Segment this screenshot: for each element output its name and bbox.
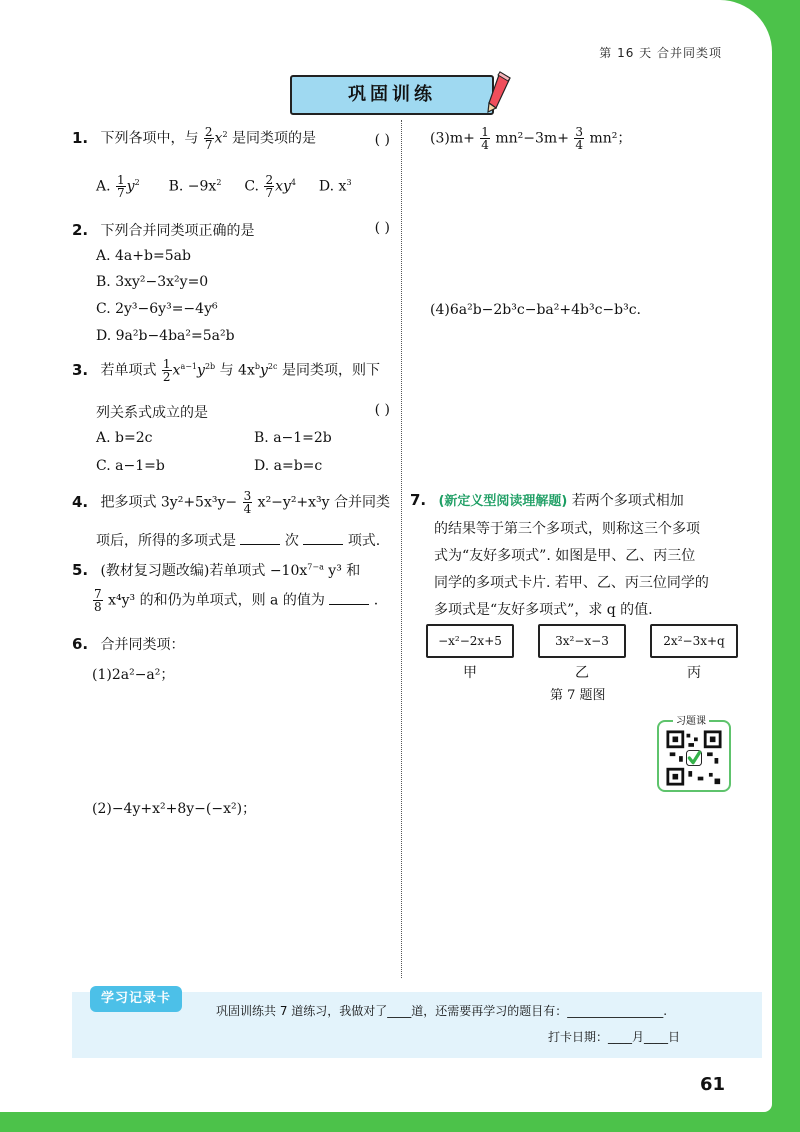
record-text: 巩固训练共 7 道练习，我做对了____道，还需要再学习的题目有：________________. — [216, 1004, 668, 1018]
option-d: D. 9a²b−4ba²=5a²b — [96, 328, 235, 344]
question-text: 列关系式成立的是 — [96, 405, 208, 421]
fraction: $\frac{1}{2}$ — [162, 357, 171, 384]
answer-paren: ( ) — [374, 402, 390, 418]
card-bing: 2x²−3x+q — [650, 624, 738, 658]
question-7 — [410, 490, 684, 510]
question-1-options: A. $\frac{1}{7}$ $y^2$ B. $-9x^2$ C. $\frac{2}{7}$ $xy^4$ D. $x^3$ — [96, 173, 352, 200]
question-3-line2 — [96, 402, 390, 422]
learning-record-card — [72, 992, 762, 1058]
question-text: 合并同类项： — [100, 637, 185, 653]
option-c: C. 2y³−6y³=−4y⁶ — [96, 301, 218, 317]
card-jia: −x²−2x+5 — [426, 624, 514, 658]
question-text: 把多项式 3y²+5x³y− — [100, 494, 238, 511]
fraction: $\frac{3}{4}$ — [243, 489, 252, 516]
answer-blank[interactable] — [240, 533, 280, 545]
figure-caption: 第 7 题图 — [550, 688, 606, 703]
question-text: x⁴y³ 的和仍为单项式，则 a 的值为 — [108, 592, 325, 609]
record-date: 打卡日期：____月____日 — [548, 1030, 681, 1044]
question-text: 与 4x — [219, 362, 255, 379]
question-text: 是同类项的是 — [232, 130, 316, 147]
question-text: 多项式是“友好多项式”，求 q 的值. — [434, 602, 653, 618]
question-tag: (新定义型阅读理解题) — [438, 494, 568, 509]
question-text: mn²； — [589, 130, 632, 147]
question-5: 5. (教材复习题改编)若单项式 $-10x^{7-a}$ y³ 和 — [72, 561, 361, 579]
qr-code-icon — [665, 730, 723, 786]
fraction: $\frac{1}{4}$ — [481, 125, 489, 152]
answer-blank[interactable] — [329, 593, 369, 605]
option-label: C. — [244, 178, 259, 195]
option-b: B. 3xy²−3x²y=0 — [96, 274, 209, 290]
option-label: B. — [168, 178, 184, 195]
question-number: 3. — [72, 360, 89, 379]
record-label: 学习记录卡 — [90, 986, 182, 1012]
right-column — [410, 0, 760, 1000]
option-a: A. b=2c — [96, 430, 153, 446]
option-value: x — [338, 178, 347, 195]
question-text: 下列各项中，与 — [100, 130, 199, 147]
question-4-line2 — [96, 530, 380, 550]
option-label: D. — [318, 178, 335, 195]
question-4 — [72, 490, 390, 515]
banner-title: 巩固训练 — [348, 84, 436, 105]
question-text: (教材复习题改编)若单项式 −10x — [100, 563, 308, 579]
question-text: 的结果等于第三个多项式，则称这三个多项 — [434, 521, 700, 537]
question-text: 同学的多项式卡片. 若甲、乙、丙三位同学的 — [434, 575, 709, 591]
answer-paren: ( ) — [374, 220, 390, 236]
card-yi: 3x²−x−3 — [538, 624, 626, 658]
column-divider — [401, 120, 402, 978]
qr-code[interactable] — [657, 716, 731, 792]
fraction: $\frac{1}{7}$ — [117, 173, 125, 200]
answer-blank[interactable] — [303, 533, 343, 545]
card-label-bing: 丙 — [687, 665, 701, 681]
question-number: 4. — [72, 492, 89, 511]
question-text: 是同类项，则下 — [281, 362, 380, 379]
option-b: B. a−1=2b — [254, 430, 332, 446]
question-5-line2 — [92, 588, 378, 613]
question-number: 5. — [72, 561, 89, 579]
option-c: C. a−1=b — [96, 458, 165, 474]
left-column — [72, 0, 392, 1000]
fraction: $\frac{7}{8}$ — [94, 587, 102, 614]
question-number: 2. — [72, 221, 89, 239]
question-number: 7. — [410, 491, 427, 509]
card-label-jia: 甲 — [463, 665, 477, 681]
question-text: x²−y²+x³y 合并同类 — [257, 494, 391, 511]
page-number: 61 — [700, 1074, 726, 1095]
card-label-yi: 乙 — [575, 665, 589, 681]
question-text: 若单项式 — [100, 362, 157, 379]
subquestion-3 — [430, 126, 631, 151]
question-number: 1. — [72, 128, 89, 147]
question-text: mn²−3m+ — [495, 130, 569, 147]
question-text: 式为“友好多项式”. 如图是甲、乙、丙三位 — [434, 548, 696, 564]
question-text: 项后，所得的多项式是 — [96, 533, 236, 549]
option-a: A. 4a+b=5ab — [96, 248, 191, 264]
question-text: 项式. — [347, 533, 381, 549]
option-d: D. a=b=c — [254, 458, 323, 474]
answer-paren: ( ) — [374, 132, 390, 148]
subquestion-2: (2)−4y+x²+8y−(−x²)； — [92, 801, 257, 817]
question-3: 3. 若单项式 $\frac{1}{2}$ $x^{a-1}y^{2b}$ 与 $4x^by^{2c}$ 是同类项，则下 — [72, 357, 380, 384]
fraction: $\frac{2}{7}$ — [265, 173, 274, 200]
question-text: . — [373, 592, 379, 609]
option-label: A. — [96, 178, 111, 195]
fraction: $\frac{3}{4}$ — [575, 125, 584, 152]
question-number: 6. — [72, 635, 89, 653]
question-text: 下列合并同类项正确的是 — [100, 223, 255, 239]
question-text: (3)m+ — [430, 130, 475, 147]
subquestion-1: (1)2a²−a²； — [92, 667, 175, 683]
fraction: $\frac{2}{7}$ — [204, 125, 213, 152]
question-text: y³ 和 — [328, 563, 361, 579]
section-header: 第 16 天 合并同类项 — [599, 46, 722, 60]
question-text: 次 — [284, 533, 299, 549]
option-value: −9x — [187, 178, 217, 195]
subquestion-4: (4)6a²b−2b³c−ba²+4b³c−b³c. — [430, 302, 642, 318]
question-6 — [72, 634, 184, 654]
question-2 — [72, 220, 390, 240]
question-1: 1. 下列各项中，与 $\frac{2}{7}$ $x^2$ 是同类项的是 ( ) — [72, 125, 390, 152]
qr-label: 习题课 — [673, 712, 709, 727]
question-text: 若两个多项式相加 — [571, 493, 684, 509]
